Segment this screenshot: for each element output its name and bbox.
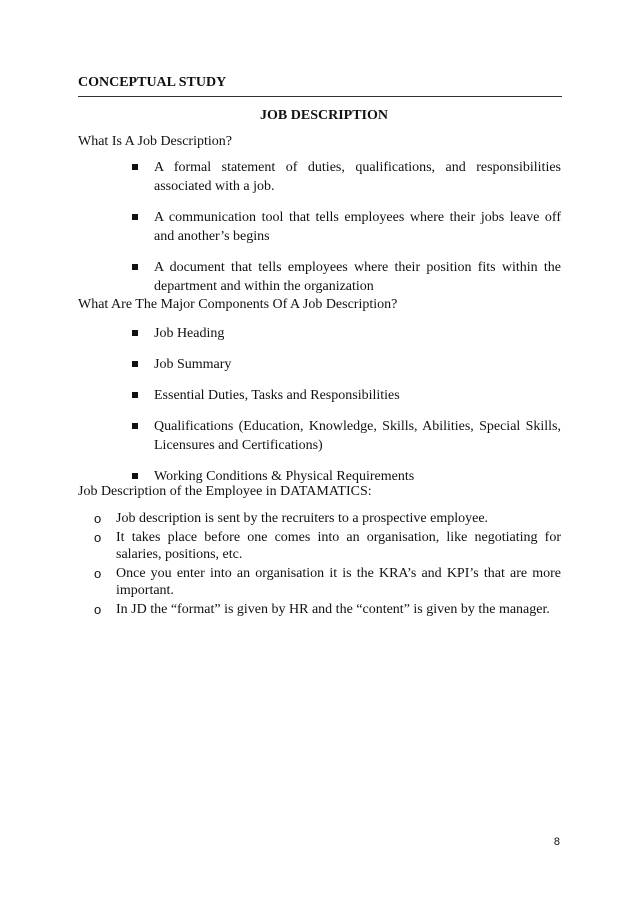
list-item-text: Job Summary (154, 357, 232, 372)
list-item (132, 417, 561, 455)
list-item-text: Job Heading (154, 326, 225, 341)
list-item (94, 529, 561, 563)
jd-definition-list (132, 158, 561, 308)
list-item (132, 386, 561, 405)
list-item-text: Job description is sent by the recruiters to a prospective employee. (116, 511, 489, 526)
square-bullet-icon (132, 330, 138, 336)
square-bullet-icon (132, 214, 138, 220)
list-item (94, 601, 561, 618)
list-item-text: Essential Duties, Tasks and Responsibilities (154, 388, 400, 403)
page-header (78, 74, 562, 97)
question-major-components: What Are The Major Components Of A Job Description? (78, 297, 398, 312)
header-title: CONCEPTUAL STUDY (78, 75, 227, 90)
document-title: JOB DESCRIPTION (260, 108, 388, 123)
square-bullet-icon (132, 164, 138, 170)
list-item-text: A communication tool that tells employees where their jobs leave off and another’s begins (154, 210, 561, 244)
list-item-text: Once you enter into an organisation it is the KRA’s and KPI’s that are more important. (116, 566, 561, 598)
list-item (132, 258, 561, 296)
square-bullet-icon (132, 361, 138, 367)
circle-bullet-icon: o (94, 530, 102, 545)
datamatics-heading: Job Description of the Employee in DATAMATICS: (78, 484, 372, 499)
list-item-text: In JD the “format” is given by HR and the “content” is given by the manager. (116, 602, 550, 617)
circle-bullet-icon: o (94, 511, 102, 526)
list-item (132, 208, 561, 246)
list-item (94, 565, 561, 599)
circle-bullet-icon: o (94, 602, 102, 617)
list-item-text: A document that tells employees where their position fits within the department and within the organization (154, 260, 561, 294)
jd-components-list (132, 324, 561, 498)
list-item (132, 324, 561, 343)
list-item-text: A formal statement of duties, qualifications, and responsibilities associated with a job. (154, 160, 561, 194)
list-item (132, 355, 561, 374)
page-number: 8 (553, 836, 560, 848)
list-item-text: Working Conditions & Physical Requirements (154, 469, 415, 484)
list-item (132, 158, 561, 196)
circle-bullet-icon: o (94, 566, 102, 581)
square-bullet-icon (132, 392, 138, 398)
list-item-text: It takes place before one comes into an organisation, like negotiating for salaries, positions, etc. (116, 530, 561, 562)
datamatics-list (94, 510, 561, 620)
square-bullet-icon (132, 264, 138, 270)
list-item (94, 510, 561, 527)
square-bullet-icon (132, 473, 138, 479)
square-bullet-icon (132, 423, 138, 429)
list-item-text: Qualifications (Education, Knowledge, Skills, Abilities, Special Skills, Licensures and Certifications) (154, 419, 561, 453)
question-what-is-jd: What Is A Job Description? (78, 134, 232, 149)
